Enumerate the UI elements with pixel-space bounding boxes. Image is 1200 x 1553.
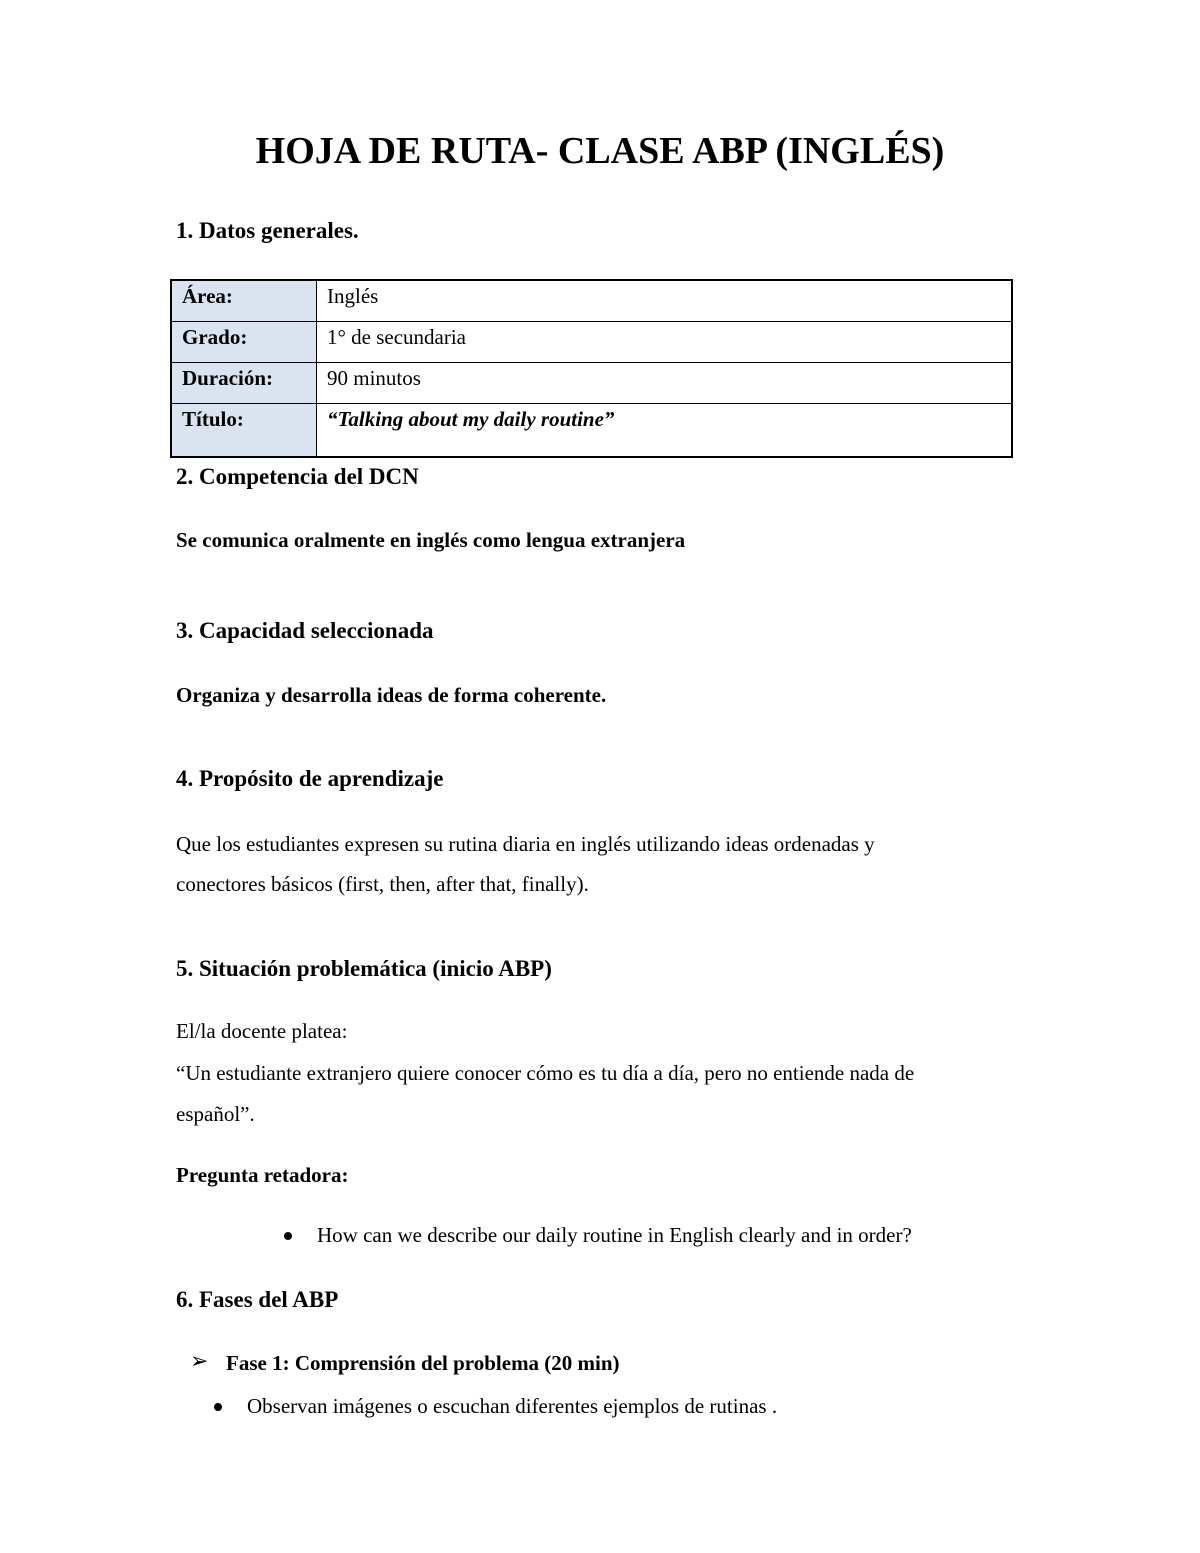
table-label-duracion: Duración: [171, 363, 317, 404]
section3-text: Organiza y desarrolla ideas de forma coherente. [176, 683, 607, 707]
section4-heading: 4. Propósito de aprendizaje [176, 766, 444, 791]
arrow-bullet-icon: ➢ [190, 1349, 209, 1374]
table-row [171, 363, 1012, 404]
section4-line1: Que los estudiantes expresen su rutina diaria en inglés utilizando ideas ordenadas y [176, 832, 875, 856]
table-value-area: Inglés [317, 280, 1013, 322]
document-title: HOJA DE RUTA- CLASE ABP (INGLÉS) [255, 130, 945, 172]
section5-quote-line1: “Un estudiante extranjero quiere conocer cómo es tu día a día, pero no entiende nada de [176, 1061, 915, 1085]
section3-heading: 3. Capacidad seleccionada [176, 618, 434, 643]
table-value-titulo: “Talking about my daily routine” [317, 404, 1013, 458]
section5-quote-line2: español”. [176, 1102, 255, 1126]
bullet-icon [284, 1232, 292, 1240]
section6-heading: 6. Fases del ABP [176, 1287, 339, 1312]
table-row [171, 280, 1012, 322]
section2-text: Se comunica oralmente en inglés como lengua extranjera [176, 528, 686, 552]
section2-heading: 2. Competencia del DCN [176, 464, 419, 489]
table-label-area: Área: [171, 280, 317, 322]
general-data-table [170, 279, 1013, 458]
phase1-title: Fase 1: Comprensión del problema (20 min) [226, 1351, 620, 1375]
section1-heading: 1. Datos generales. [176, 218, 359, 243]
table-row [171, 322, 1012, 363]
phase1-item1: Observan imágenes o escuchan diferentes ejemplos de rutinas . [247, 1394, 778, 1418]
table-label-titulo: Título: [171, 404, 317, 458]
section5-question-label: Pregunta retadora: [176, 1163, 349, 1187]
section5-heading: 5. Situación problemática (inicio ABP) [176, 956, 552, 981]
section5-intro: El/la docente platea: [176, 1019, 348, 1043]
table-row [171, 404, 1012, 458]
bullet-icon [214, 1403, 222, 1411]
table-value-grado: 1° de secundaria [317, 322, 1013, 363]
table-value-duracion: 90 minutos [317, 363, 1013, 404]
section5-question: How can we describe our daily routine in English clearly and in order? [317, 1223, 912, 1247]
section4-line2: conectores básicos (first, then, after that, finally). [176, 872, 589, 896]
table-label-grado: Grado: [171, 322, 317, 363]
